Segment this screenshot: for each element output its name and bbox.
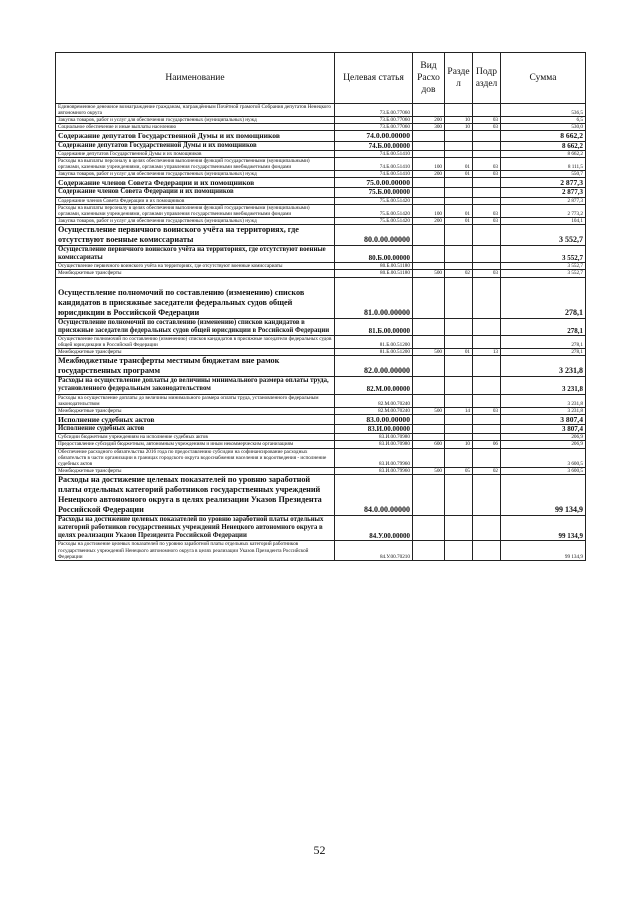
row-amount: 2 877,3 — [501, 197, 586, 204]
row-name: Содержание членов Совета Федерации и их помощников — [56, 178, 335, 188]
row-section — [445, 377, 473, 394]
header-amount: Сумма — [501, 53, 586, 104]
row-target-code: 82.М.00.00000 — [335, 377, 413, 394]
row-subsection — [473, 131, 501, 141]
row-amount: 3 231,8 — [501, 377, 586, 394]
row-expense-type — [413, 356, 445, 377]
row-name: Содержание членов Совета Федерации и их помощников — [56, 197, 335, 204]
row-target-code: 82.М.00.70240 — [335, 407, 413, 414]
row-target-code: 81.Б.00.00000 — [335, 318, 413, 335]
table-row — [56, 394, 586, 407]
row-amount: 278,1 — [501, 349, 586, 356]
row-subsection: 03 — [473, 117, 501, 124]
row-subsection — [473, 414, 501, 424]
row-amount: 3 552,7 — [501, 245, 586, 262]
row-subsection — [473, 224, 501, 245]
row-name: Единовременное денежное вознаграждение гражданам, награждённым Почётной грамотой Собрания депутатов Ненецкого автономного округа — [56, 104, 335, 117]
row-subsection — [473, 515, 501, 541]
row-target-code: 81.Б.00.51200 — [335, 349, 413, 356]
row-amount: 3 600,5 — [501, 467, 586, 474]
row-amount: 206,9 — [501, 441, 586, 448]
row-section: 01 — [445, 171, 473, 178]
table-row — [56, 414, 586, 424]
table-row — [56, 541, 586, 560]
row-subsection — [473, 448, 501, 467]
row-subsection — [473, 150, 501, 157]
row-subsection: 06 — [473, 441, 501, 448]
row-expense-type — [413, 394, 445, 407]
row-section: 01 — [445, 349, 473, 356]
header-target: Целевая статья — [335, 53, 413, 104]
table-row — [56, 131, 586, 141]
row-target-code: 83.И.00.79960 — [335, 448, 413, 467]
row-amount: 3 600,5 — [501, 448, 586, 467]
row-section: 01 — [445, 204, 473, 217]
row-section — [445, 474, 473, 515]
table-row — [56, 104, 586, 117]
row-section — [445, 131, 473, 141]
row-amount: 8 662,2 — [501, 141, 586, 150]
row-expense-type — [413, 318, 445, 335]
row-amount: 2 877,3 — [501, 188, 586, 197]
row-subsection — [473, 141, 501, 150]
row-amount: 536,5 — [501, 104, 586, 117]
row-amount: 3 552,7 — [501, 263, 586, 270]
row-name: Закупка товаров, работ и услуг для обеспечения государственных (муниципальных) нужд — [56, 171, 335, 178]
row-expense-type — [413, 277, 445, 318]
row-target-code: 73.Б.00.77060 — [335, 104, 413, 117]
row-section — [445, 414, 473, 424]
row-name: Осуществление полномочий по составлению (изменению) списков кандидатов в присяжные заседатели федеральных судов общей юрисдикции в Российской Федерации — [56, 335, 335, 348]
row-subsection — [473, 425, 501, 434]
row-section — [445, 141, 473, 150]
row-target-code: 73.Б.00.77060 — [335, 124, 413, 131]
row-amount: 3 552,7 — [501, 270, 586, 277]
row-name: Осуществление полномочий по составлению (изменению) списков кандидатов в присяжные заседатели федеральных судов общей юрисдикции в Российской Федерации — [56, 277, 335, 318]
row-section — [445, 178, 473, 188]
row-expense-type — [413, 150, 445, 157]
row-amount: 99 134,9 — [501, 515, 586, 541]
table-row — [56, 467, 586, 474]
row-section: 01 — [445, 157, 473, 170]
header-section: Разде л — [445, 53, 473, 104]
table-row — [56, 178, 586, 188]
row-name: Закупка товаров, работ и услуг для обеспечения государственных (муниципальных) нужд — [56, 217, 335, 224]
row-subsection — [473, 104, 501, 117]
row-name: Предоставление субсидий бюджетным, автономным учреждениям и иным некоммерческим организациям — [56, 441, 335, 448]
row-subsection — [473, 335, 501, 348]
row-name: Расходы на осуществление доплаты до величины минимального размера оплаты труда, установленного федеральным законодательством — [56, 377, 335, 394]
table-row — [56, 197, 586, 204]
row-target-code: 75.Б.00.51420 — [335, 204, 413, 217]
table-row — [56, 124, 586, 131]
row-subsection: 03 — [473, 171, 501, 178]
row-section: 05 — [445, 467, 473, 474]
row-amount: 99 134,9 — [501, 474, 586, 515]
row-target-code: 84.У.00.70210 — [335, 541, 413, 560]
row-name: Содержание депутатов Государственной Думы и их помощников — [56, 150, 335, 157]
row-name: Расходы на достижение целевых показателей по уровню заработной платы отдельных категорий работников государственных учреждений Ненецкого автономного округа в целях реализации Указов Президента Российской Федерации — [56, 541, 335, 560]
row-target-code: 80.Б.00.51180 — [335, 270, 413, 277]
table-row — [56, 335, 586, 348]
row-expense-type — [413, 224, 445, 245]
row-subsection — [473, 377, 501, 394]
budget-table — [55, 52, 586, 561]
row-name: Осуществление полномочий по составлению (изменению) списков кандидатов в присяжные заседатели федеральных судов общей юрисдикции в Российской Федерации — [56, 318, 335, 335]
row-subsection: 03 — [473, 204, 501, 217]
row-subsection: 03 — [473, 407, 501, 414]
row-section: 02 — [445, 270, 473, 277]
row-section — [445, 197, 473, 204]
row-subsection: 03 — [473, 217, 501, 224]
row-expense-type: 300 — [413, 124, 445, 131]
row-expense-type: 500 — [413, 467, 445, 474]
row-expense-type — [413, 448, 445, 467]
header-type: Вид Расхо дов — [413, 53, 445, 104]
table-header — [56, 53, 586, 104]
row-expense-type — [413, 515, 445, 541]
row-subsection: 03 — [473, 124, 501, 131]
row-section — [445, 224, 473, 245]
page-number: 52 — [313, 843, 326, 857]
table-row — [56, 277, 586, 318]
row-name: Социальное обеспечение и иные выплаты населению — [56, 124, 335, 131]
row-expense-type — [413, 131, 445, 141]
row-subsection: 03 — [473, 270, 501, 277]
table-row — [56, 224, 586, 245]
row-subsection — [473, 188, 501, 197]
row-name: Межбюджетные трансферты — [56, 407, 335, 414]
row-expense-type: 600 — [413, 441, 445, 448]
row-expense-type — [413, 188, 445, 197]
table-row — [56, 474, 586, 515]
row-amount: 2 773,2 — [501, 204, 586, 217]
row-section: 10 — [445, 117, 473, 124]
row-name: Обеспечение расходного обязательства 2016 года по предоставлению субсидии на софинансирование расходных обязательств в части организации в границах городского округа водоснабжения населения и водоотведения - исполнение судебных актов — [56, 448, 335, 467]
row-expense-type — [413, 414, 445, 424]
row-name: Осуществление первичного воинского учёта на территориях, где отсутствуют военные комиссариаты — [56, 245, 335, 262]
row-amount: 99 134,9 — [501, 541, 586, 560]
row-amount: 530,0 — [501, 124, 586, 131]
row-section: 14 — [445, 407, 473, 414]
table-row — [56, 157, 586, 170]
table-row — [56, 407, 586, 414]
row-name: Содержание членов Совета Федерации и их помощников — [56, 188, 335, 197]
row-expense-type — [413, 434, 445, 441]
row-amount: 2 877,3 — [501, 178, 586, 188]
row-expense-type: 500 — [413, 407, 445, 414]
table-row — [56, 441, 586, 448]
row-expense-type: 100 — [413, 157, 445, 170]
row-amount: 8 111,5 — [501, 157, 586, 170]
header-name: Наименование — [56, 53, 335, 104]
row-target-code: 80.Б.00.51180 — [335, 263, 413, 270]
row-subsection — [473, 245, 501, 262]
table-row — [56, 117, 586, 124]
table-row — [56, 318, 586, 335]
row-section — [445, 263, 473, 270]
row-expense-type: 500 — [413, 270, 445, 277]
row-section — [445, 150, 473, 157]
table-row — [56, 171, 586, 178]
row-amount: 104,1 — [501, 217, 586, 224]
row-subsection — [473, 474, 501, 515]
row-amount: 278,1 — [501, 318, 586, 335]
row-expense-type — [413, 474, 445, 515]
row-target-code: 74.Б.00.51410 — [335, 150, 413, 157]
row-amount: 6,5 — [501, 117, 586, 124]
row-section — [445, 188, 473, 197]
row-subsection: 13 — [473, 349, 501, 356]
row-name: Расходы на выплаты персоналу в целях обеспечения выполнения функций государственными (муниципальными) органами, казенными учреждениями, органами управления государственными внебюджетными фондами — [56, 157, 335, 170]
row-target-code: 75.Б.00.00000 — [335, 188, 413, 197]
row-expense-type — [413, 377, 445, 394]
row-section: 01 — [445, 217, 473, 224]
row-target-code: 75.0.00.00000 — [335, 178, 413, 188]
row-name: Субсидии бюджетным учреждениям на исполнение судебных актов — [56, 434, 335, 441]
row-expense-type — [413, 245, 445, 262]
row-name: Межбюджетные трансферты местным бюджетам вне рамок государственных программ — [56, 356, 335, 377]
row-subsection — [473, 277, 501, 318]
row-section — [445, 434, 473, 441]
row-name: Содержание депутатов Государственной Думы и их помощников — [56, 131, 335, 141]
row-amount: 8 662,2 — [501, 150, 586, 157]
row-section — [445, 541, 473, 560]
row-amount: 3 552,7 — [501, 224, 586, 245]
table-row — [56, 448, 586, 467]
row-target-code: 83.И.00.00000 — [335, 425, 413, 434]
row-subsection — [473, 263, 501, 270]
row-section — [445, 448, 473, 467]
row-expense-type — [413, 541, 445, 560]
row-expense-type: 500 — [413, 349, 445, 356]
row-expense-type: 200 — [413, 117, 445, 124]
row-target-code: 84.У.00.00000 — [335, 515, 413, 541]
row-name: Исполнение судебных актов — [56, 414, 335, 424]
row-target-code: 81.0.00.00000 — [335, 277, 413, 318]
row-name: Расходы на выплаты персоналу в целях обеспечения выполнения функций государственными (муниципальными) органами, казенными учреждениями, органами управления государственными внебюджетными фондами — [56, 204, 335, 217]
row-expense-type — [413, 104, 445, 117]
row-target-code: 81.Б.00.51200 — [335, 335, 413, 348]
table-row — [56, 349, 586, 356]
row-expense-type — [413, 425, 445, 434]
row-amount: 3 807,4 — [501, 425, 586, 434]
row-target-code: 75.Б.00.51420 — [335, 217, 413, 224]
row-expense-type: 100 — [413, 204, 445, 217]
row-target-code: 80.Б.00.00000 — [335, 245, 413, 262]
row-target-code: 74.Б.00.00000 — [335, 141, 413, 150]
row-amount: 3 807,4 — [501, 414, 586, 424]
row-amount: 3 231,8 — [501, 407, 586, 414]
row-section — [445, 277, 473, 318]
table-row — [56, 141, 586, 150]
table-row — [56, 245, 586, 262]
row-target-code: 74.Б.00.51410 — [335, 157, 413, 170]
table-row — [56, 204, 586, 217]
row-name: Расходы на достижение целевых показателей по уровню заработной платы отдельных категорий работников государственных учреждений Ненецкого автономного округа в целях реализации Указов Президента Российской Федерации — [56, 474, 335, 515]
row-expense-type — [413, 197, 445, 204]
table-row — [56, 425, 586, 434]
row-subsection — [473, 434, 501, 441]
table-row — [56, 188, 586, 197]
row-section: 10 — [445, 124, 473, 131]
row-section — [445, 515, 473, 541]
row-section — [445, 425, 473, 434]
row-target-code: 83.0.00.00000 — [335, 414, 413, 424]
row-target-code: 74.0.00.00000 — [335, 131, 413, 141]
row-amount: 8 662,2 — [501, 131, 586, 141]
table-row — [56, 217, 586, 224]
row-subsection — [473, 318, 501, 335]
row-name: Расходы на осуществление доплаты до величины минимального размера оплаты труда, установленного федеральным законодательством — [56, 394, 335, 407]
row-target-code: 84.0.00.00000 — [335, 474, 413, 515]
row-name: Межбюджетные трансферты — [56, 467, 335, 474]
row-target-code: 83.И.00.79960 — [335, 467, 413, 474]
table-row — [56, 263, 586, 270]
row-target-code: 73.Б.00.77060 — [335, 117, 413, 124]
row-subsection — [473, 394, 501, 407]
row-subsection — [473, 356, 501, 377]
row-subsection — [473, 178, 501, 188]
row-target-code: 75.Б.00.51420 — [335, 197, 413, 204]
row-section — [445, 318, 473, 335]
row-expense-type: 200 — [413, 171, 445, 178]
row-section: 10 — [445, 441, 473, 448]
row-subsection — [473, 541, 501, 560]
row-name: Межбюджетные трансферты — [56, 349, 335, 356]
row-target-code: 82.М.00.70240 — [335, 394, 413, 407]
table-row — [56, 356, 586, 377]
table-row — [56, 377, 586, 394]
row-name: Расходы на достижение целевых показателей по уровню заработной платы отдельных категорий работников государственных учреждений Ненецкого автономного округа в целях реализации Указов Президента Российской Федерации — [56, 515, 335, 541]
row-name: Содержание депутатов Государственной Думы и их помощников — [56, 141, 335, 150]
row-target-code: 80.0.00.00000 — [335, 224, 413, 245]
row-expense-type: 200 — [413, 217, 445, 224]
row-expense-type — [413, 141, 445, 150]
row-section — [445, 356, 473, 377]
row-amount: 278,1 — [501, 277, 586, 318]
row-name: Исполнение судебных актов — [56, 425, 335, 434]
row-amount: 3 231,8 — [501, 394, 586, 407]
row-expense-type — [413, 178, 445, 188]
row-target-code: 83.И.00.70980 — [335, 434, 413, 441]
row-amount: 3 231,8 — [501, 356, 586, 377]
row-name: Межбюджетные трансферты — [56, 270, 335, 277]
table-row — [56, 515, 586, 541]
row-target-code: 83.И.00.70980 — [335, 441, 413, 448]
table-row — [56, 150, 586, 157]
row-amount: 206,9 — [501, 434, 586, 441]
row-target-code: 82.0.00.00000 — [335, 356, 413, 377]
row-name: Осуществление первичного воинского учёта на территориях, где отсутствуют военные комиссариаты — [56, 263, 335, 270]
table-row — [56, 434, 586, 441]
row-section — [445, 335, 473, 348]
row-target-code: 74.Б.00.51410 — [335, 171, 413, 178]
header-subsection: Подр аздел — [473, 53, 501, 104]
row-expense-type — [413, 263, 445, 270]
row-section — [445, 104, 473, 117]
table-row — [56, 270, 586, 277]
row-subsection: 03 — [473, 157, 501, 170]
row-section — [445, 245, 473, 262]
row-subsection: 02 — [473, 467, 501, 474]
row-subsection — [473, 197, 501, 204]
row-name: Закупка товаров, работ и услуг для обеспечения государственных (муниципальных) нужд — [56, 117, 335, 124]
row-name: Осуществление первичного воинского учёта на территориях, где отсутствуют военные комиссариаты — [56, 224, 335, 245]
row-section — [445, 394, 473, 407]
row-expense-type — [413, 335, 445, 348]
table-body — [56, 104, 586, 561]
row-amount: 278,1 — [501, 335, 586, 348]
row-amount: 550,7 — [501, 171, 586, 178]
